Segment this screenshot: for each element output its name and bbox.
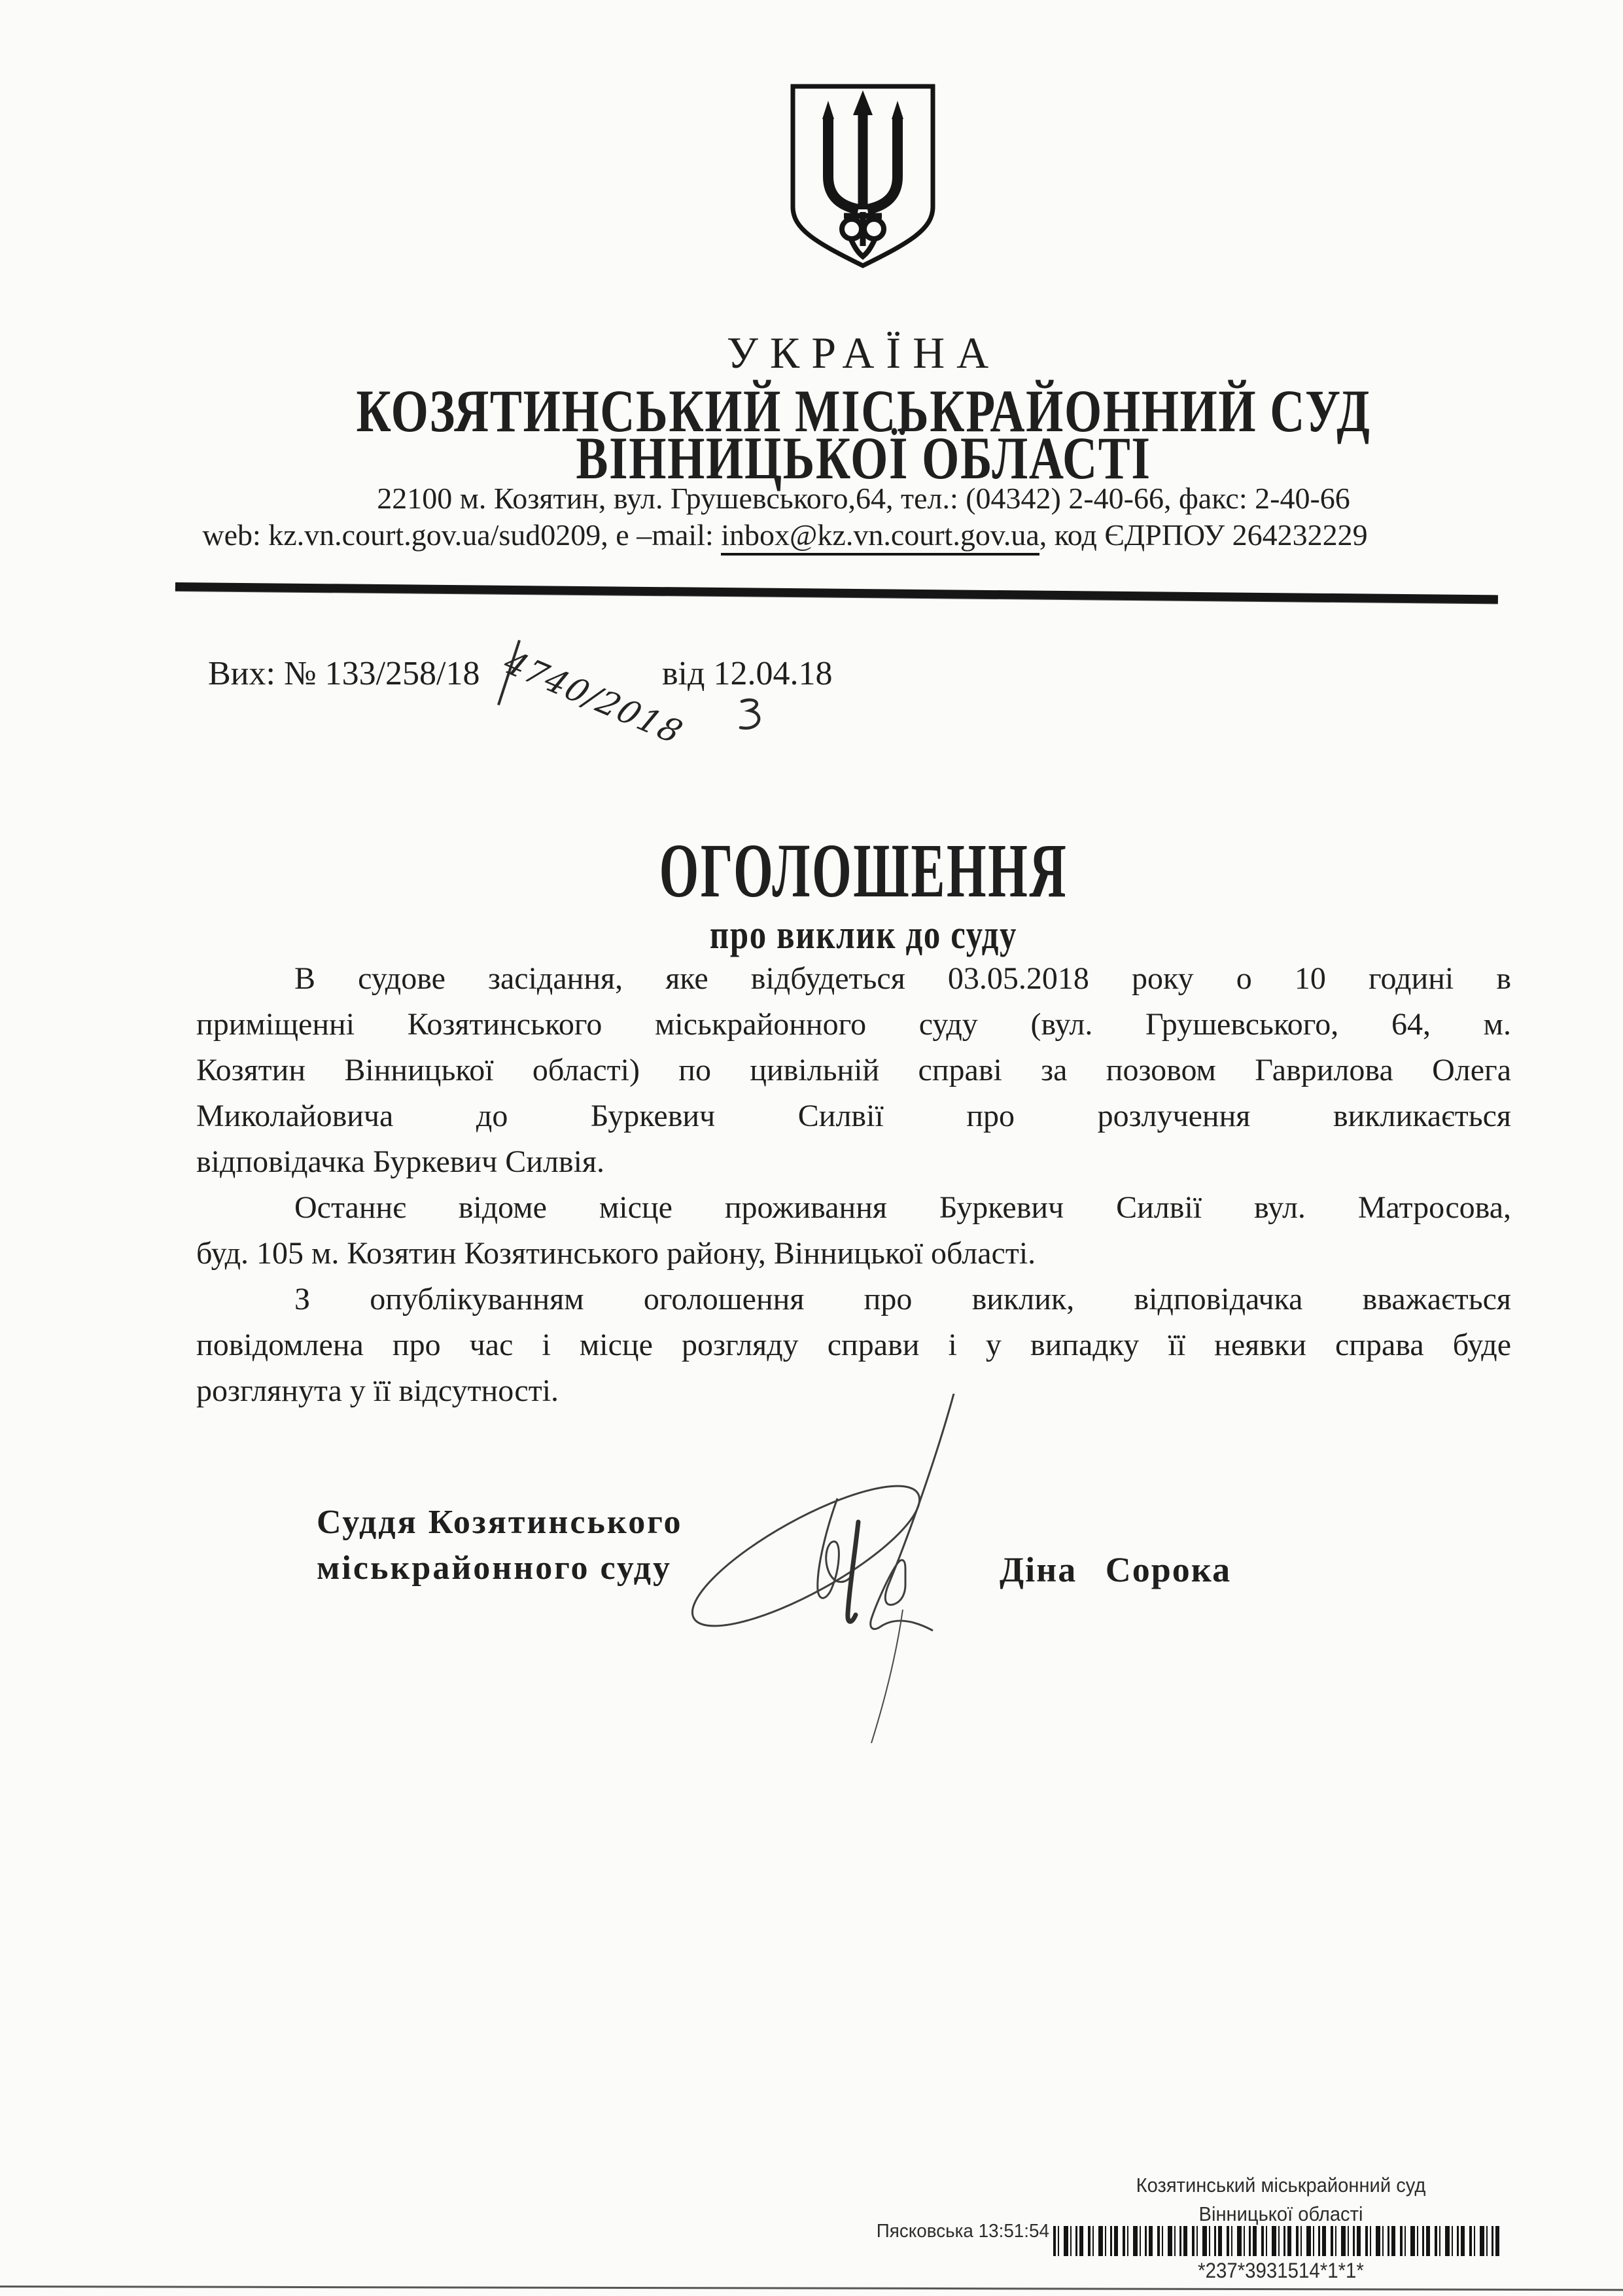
judge-role-line1: Суддя Козятинського bbox=[317, 1504, 683, 1541]
court-name-line1: КОЗЯТИНСЬКИЙ МІСЬКРАЙОННИЙ СУД bbox=[356, 378, 1371, 444]
judge-signature bbox=[641, 1394, 1007, 1747]
barcode-text: *237*3931514*1*1* bbox=[1198, 2259, 1364, 2282]
barcode bbox=[1053, 2226, 1503, 2256]
body-line: приміщенні Козятинського міськрайонного суду (вул. Грушевського, 64, м. bbox=[196, 1007, 1511, 1042]
scan-edge-line bbox=[0, 2286, 1623, 2291]
body-line: З опублікуванням оголошення про виклик, відповідачка вважається bbox=[294, 1282, 1511, 1316]
court-contacts bbox=[26, 518, 1544, 552]
coat-of-arms bbox=[782, 81, 943, 271]
body-line: відповідачка Буркевич Силвія. bbox=[196, 1144, 604, 1179]
email-text: inbox@kz.vn.court.gov.ua bbox=[721, 518, 1039, 556]
document-title: ОГОЛОШЕННЯ bbox=[659, 828, 1068, 913]
handwritten-squiggle-icon bbox=[734, 695, 773, 737]
court-address: 22100 м. Козятин, вул. Грушевського,64, тел.: (04342) 2-40-66, факс: 2-40-66 bbox=[377, 482, 1350, 515]
country-name: УКРАЇНА bbox=[726, 328, 1001, 378]
body-line: розглянута у її відсутності. bbox=[196, 1373, 559, 1408]
document-subtitle: про виклик до суду bbox=[709, 913, 1018, 957]
announcement-body bbox=[196, 956, 1511, 1414]
body-line: Козятин Вінницької області) по цивільній справі за позовом Гаврилова Олега bbox=[196, 1053, 1511, 1087]
judge-role-line2: міськрайонного суду bbox=[317, 1549, 672, 1587]
judge-name: Діна Сорока bbox=[1000, 1550, 1232, 1589]
header-divider bbox=[175, 582, 1498, 603]
body-line: Миколайовича до Буркевич Силвії про розлучення викликається bbox=[196, 1099, 1511, 1133]
body-line: буд. 105 м. Козятин Козятинського району, Вінницької області. bbox=[196, 1236, 1036, 1271]
ukraine-trident-icon bbox=[782, 81, 943, 271]
handwritten-case-number: 4740/2018 bbox=[497, 644, 690, 752]
stamp-operator-time: Пясковська 13:51:54 bbox=[876, 2221, 1049, 2242]
handwritten-correction-mark bbox=[734, 695, 773, 740]
body-line: В судове засідання, яке відбудеться 03.05.2018 року о 10 годині в bbox=[294, 961, 1511, 996]
body-line: повідомлена про час і місце розгляду справи і у випадку її неявки справа буде bbox=[196, 1328, 1511, 1362]
court-name-line2: ВІННИЦЬКОЇ ОБЛАСТІ bbox=[576, 425, 1151, 491]
signature-stroke-icon bbox=[641, 1394, 1007, 1747]
body-line: Останнє відоме місце проживання Буркевич Силвії вул. Матросова, bbox=[294, 1190, 1511, 1225]
edrpou-code: , код ЄДРПОУ 264232229 bbox=[1039, 518, 1368, 552]
outgoing-number: Вих: № 133/258/18 bbox=[208, 655, 480, 692]
stamp-court-line2: Вінницької області bbox=[1198, 2202, 1363, 2225]
document-date: від 12.04.18 bbox=[662, 655, 833, 692]
stamp-court-line1: Козятинський міськрайонний суд bbox=[1136, 2174, 1426, 2197]
web-address: web: kz.vn.court.gov.ua/sud0209, e –mail: bbox=[202, 518, 722, 552]
